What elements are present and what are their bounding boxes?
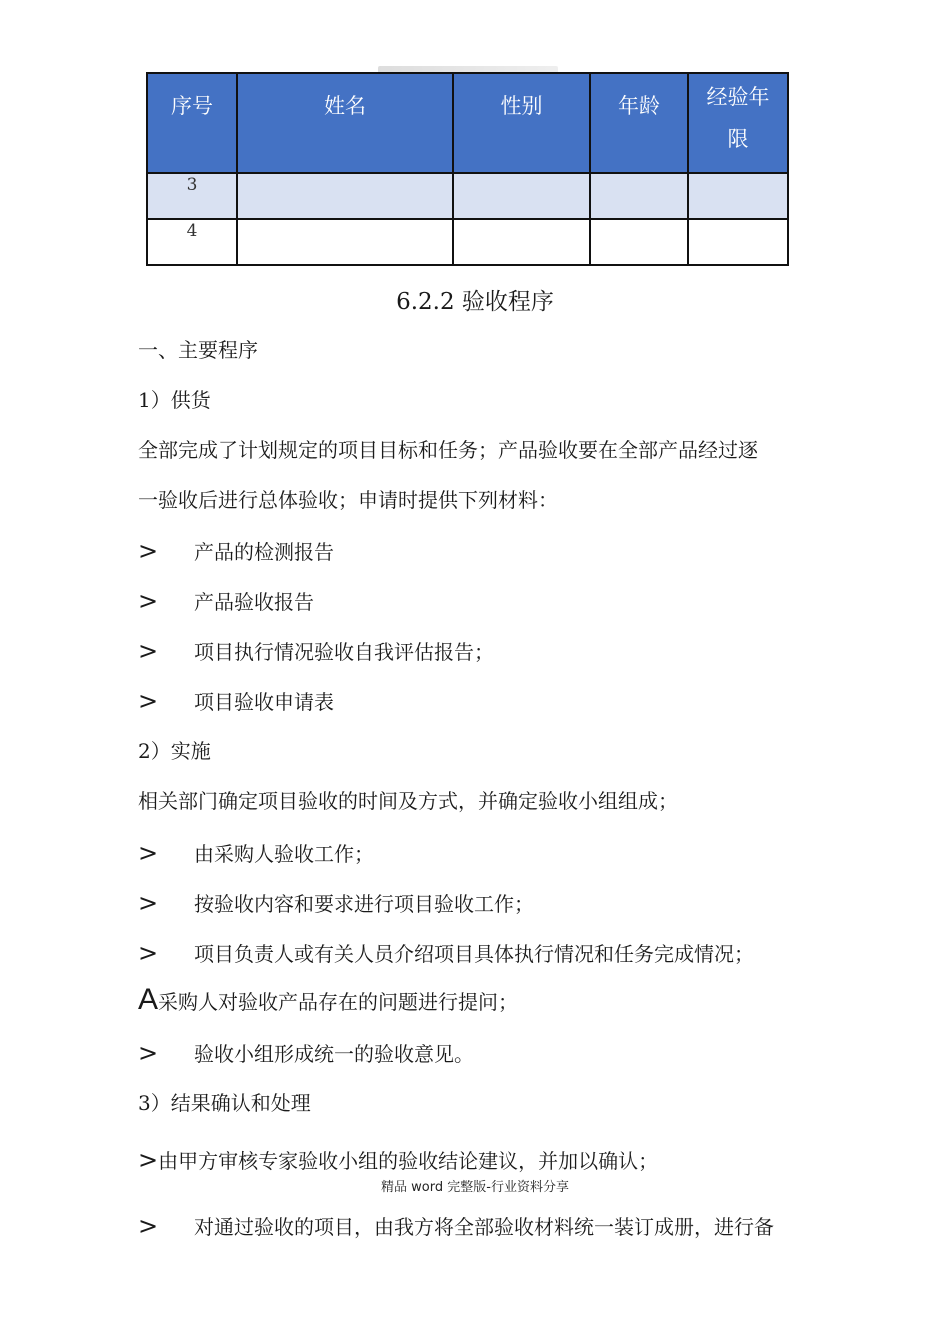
header-serial: 序号 [147,73,237,173]
list-item-text: 对通过验收的项目，由我方将全部验收材料统一装订成册，进行备 [194,1215,774,1239]
page-footer: 精品 word 完整版-行业资料分享 [381,1180,569,1195]
header-experience-line2: 限 [727,127,749,151]
list-item [138,939,754,968]
list-item-text: 产品验收报告 [194,590,314,614]
list-item-text: 项目验收申请表 [194,690,334,714]
bullet-a-glyph: A [138,983,159,1016]
list-item-text: 采购人对验收产品存在的问题进行提问； [158,990,519,1014]
list-item [138,1039,474,1068]
list-item-text: 项目负责人或有关人员介绍项目具体执行情况和任务完成情况； [194,942,754,966]
list-item [138,839,374,868]
implementation-title: 2）实施 [138,739,211,763]
header-name: 姓名 [237,73,453,173]
list-item-text: 由采购人验收工作； [194,842,374,866]
list-item [138,1212,774,1241]
cell-serial: 4 [147,219,237,265]
bullet-arrow-icon: > [138,889,159,917]
table-row [147,219,788,265]
supply-paragraph-line2: 一验收后进行总体验收；申请时提供下列材料： [138,488,558,512]
list-item [138,983,519,1016]
cell-name [237,219,453,265]
bullet-arrow-icon: > [138,587,159,615]
table-row [147,173,788,219]
list-item-text: 按验收内容和要求进行项目验收工作； [194,892,534,916]
list-item [138,687,334,716]
cell-experience [688,173,788,219]
cell-gender [453,173,590,219]
bullet-arrow-icon: > [138,1212,159,1240]
bullet-arrow-icon: > [138,687,159,715]
header-experience-line1: 经验年 [706,85,770,109]
bullet-arrow-icon: > [138,839,159,867]
header-age: 年龄 [590,73,688,173]
list-item [138,889,534,918]
cell-gender [453,219,590,265]
list-item [138,1146,658,1175]
header-gender: 性别 [453,73,590,173]
table-header-row [147,73,788,173]
bullet-arrow-icon: > [138,1039,159,1067]
header-experience [688,73,788,173]
bullet-arrow-icon: > [138,939,159,967]
list-item [138,587,314,616]
result-title: 3）结果确认和处理 [138,1091,311,1115]
section-heading: 6.2.2 验收程序 [396,289,554,315]
bullet-arrow-icon: > [138,1146,159,1174]
list-item [138,637,494,666]
bullet-arrow-icon: > [138,537,159,565]
list-item-text: 验收小组形成统一的验收意见。 [194,1042,474,1066]
bullet-arrow-icon: > [138,637,159,665]
supply-title: 1）供货 [138,388,211,412]
list-item-text: 产品的检测报告 [194,540,334,564]
implementation-paragraph: 相关部门确定项目验收的时间及方式，并确定验收小组组成； [138,789,678,813]
cell-serial: 3 [147,173,237,219]
supply-paragraph-line1: 全部完成了计划规定的项目目标和任务；产品验收要在全部产品经过逐 [138,438,758,462]
cell-age [590,173,688,219]
list-item [138,537,334,566]
cell-age [590,219,688,265]
staff-table [146,72,789,266]
cell-name [237,173,453,219]
cell-experience [688,219,788,265]
list-item-text: 项目执行情况验收自我评估报告； [194,640,494,664]
main-procedure-title: 一、主要程序 [138,338,258,362]
list-item-text: 由甲方审核专家验收小组的验收结论建议，并加以确认； [158,1149,659,1173]
